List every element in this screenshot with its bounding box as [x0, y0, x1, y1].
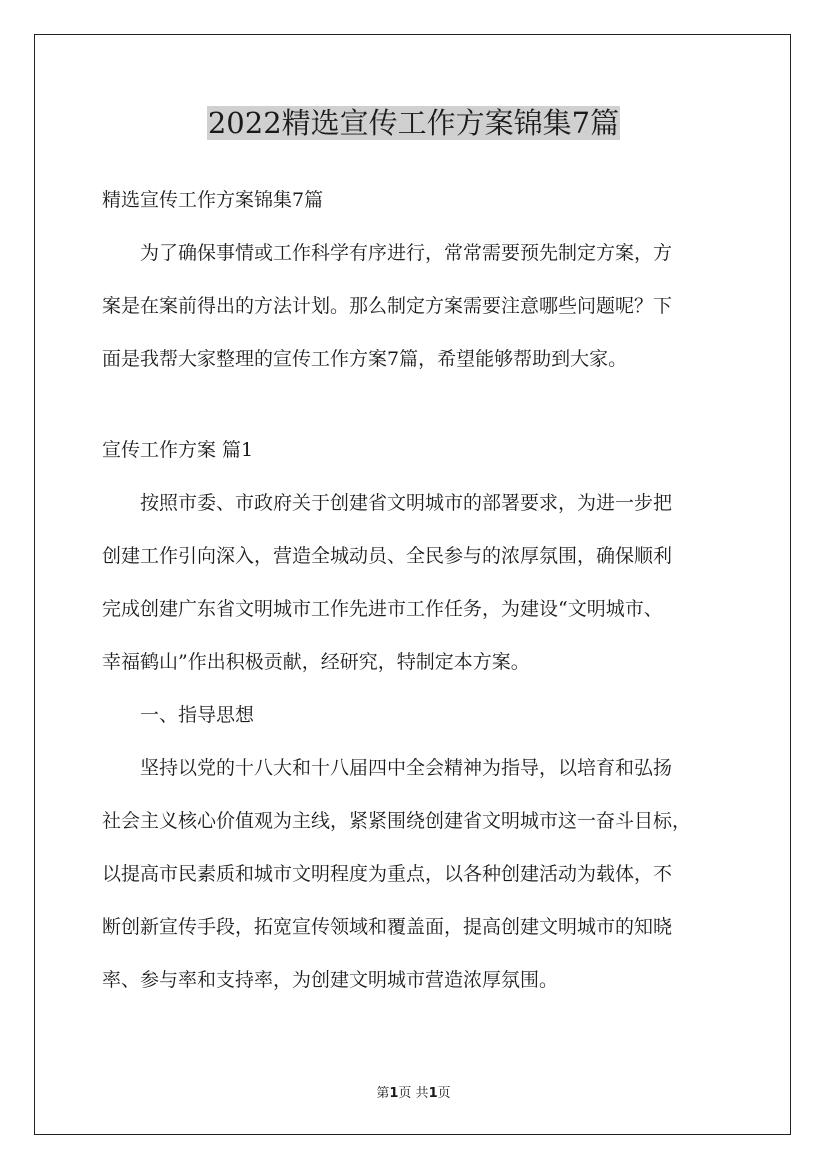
paragraph-line: 率、参与率和支持率，为创建文明城市营造浓厚氛围。: [102, 969, 559, 991]
footer-page-total: 1: [428, 1086, 438, 1101]
page-footer: [0, 1082, 827, 1101]
document-title: [0, 103, 827, 143]
intro-line: 为了确保事情或工作科学有序进行，常常需要预先制定方案，方: [140, 242, 673, 264]
paragraph-line: 坚持以党的十八大和十八届四中全会精神为指导，以培育和弘扬: [140, 757, 673, 779]
paragraph-line: 幸福鹤山”作出积极贡献，经研究，特制定本方案。: [102, 651, 530, 673]
intro-line: 案是在案前得出的方法计划。那么制定方案需要注意哪些问题呢？下: [102, 295, 673, 317]
footer-suffix: 页: [437, 1086, 451, 1101]
document-title-text: 2022精选宣传工作方案锦集7篇: [207, 106, 620, 140]
intro-line: 面是我帮大家整理的宣传工作方案7篇，希望能够帮助到大家。: [102, 348, 628, 370]
paragraph-line: 断创新宣传手段，拓宽宣传领域和覆盖面，提高创建文明城市的知晓: [102, 916, 673, 938]
section-heading: 宣传工作方案 篇1: [102, 439, 254, 461]
paragraph-line: 创建工作引向深入，营造全城动员、全民参与的浓厚氛围，确保顺利: [102, 545, 673, 567]
footer-prefix: 第: [376, 1086, 390, 1101]
document-body: [102, 174, 742, 1007]
section-gap: [102, 386, 742, 424]
document-subtitle: 精选宣传工作方案锦集7篇: [102, 189, 324, 211]
subheading: 一、指导思想: [140, 704, 255, 726]
footer-mid: 页 共: [398, 1086, 429, 1101]
footer-page-number: 1: [389, 1086, 399, 1101]
paragraph-line: 按照市委、市政府关于创建省文明城市的部署要求，为进一步把: [140, 492, 673, 514]
paragraph-line: 社会主义核心价值观为主线，紧紧围绕创建省文明城市这一奋斗目标，: [102, 810, 692, 832]
paragraph-line: 以提高市民素质和城市文明程度为重点，以各种创建活动为载体，不: [102, 863, 673, 885]
paragraph-line: 完成创建广东省文明城市工作先进市工作任务，为建设“文明城市、: [102, 598, 663, 620]
